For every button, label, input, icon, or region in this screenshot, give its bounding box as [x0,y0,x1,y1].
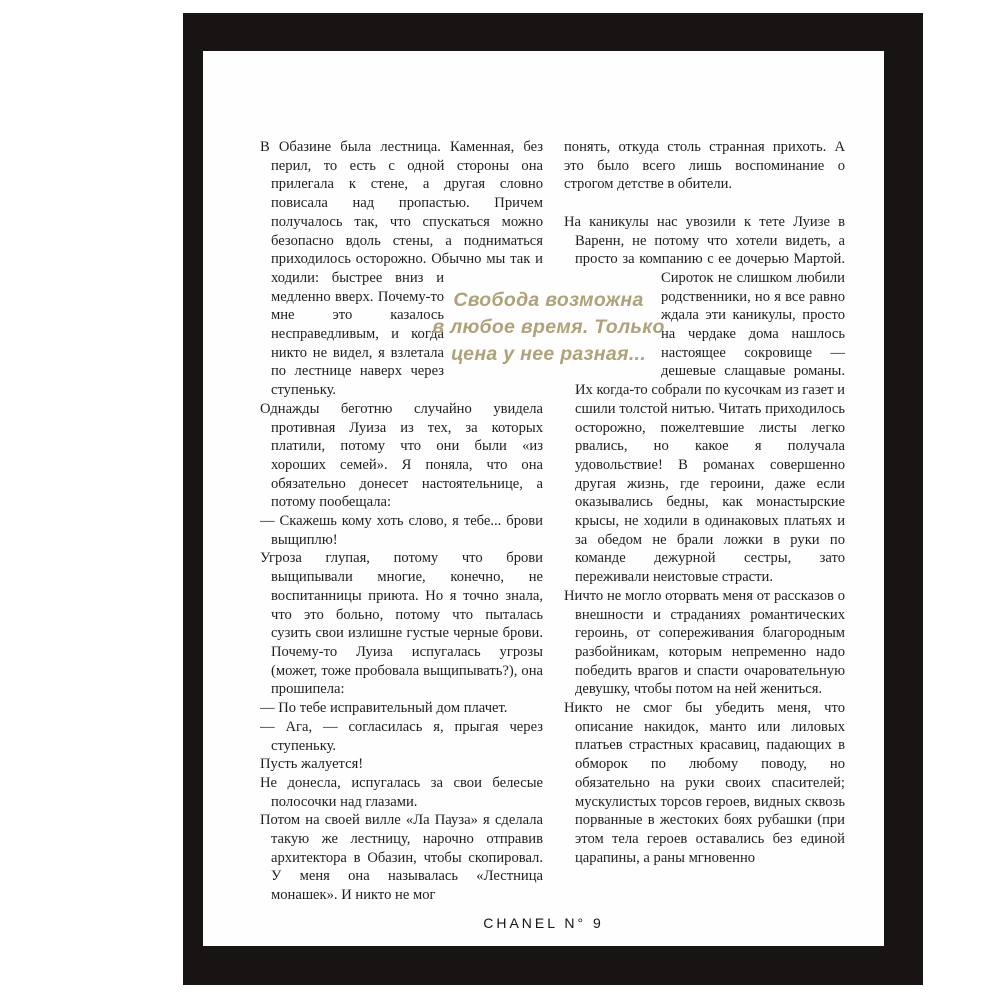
paragraph: Ничто не могло оторвать меня от рассказов о внешности и страданиях романтических героинь, от сопереживания благородным разбойникам, которым непременно надо победить врагов и спасти очаровательную девушку, чтобы потом на ней жениться. [564,587,845,698]
paragraph: В Обазине была лестница. Каменная, без перил, то есть с одной стороны она прилегала к стене, а другая словно повисала над пропастью. Причем получалось так, что спускаться можно безопасно вдоль стены, а подниматься приходилось осторожно. Обычно мы так и ходили: быстрее вниз и медленно вверх. Почему-то мне это казалось несправедливым, и когда никто не видел, я взлетала по лестнице наверх через ступеньку. [260,139,543,399]
page-footer-brand: CHANEL N° 9 [483,915,604,931]
pull-quote-line: в любое время. Только [432,316,665,338]
pull-quote [432,287,664,368]
paragraph: понять, откуда столь странная прихоть. А это было всего лишь воспоминание о строгом детстве в обители. [564,139,845,193]
paragraph: На каникулы нас увозили к тете Луизе в Варенн, не потому что хотели видеть, а просто за компанию с ее дочерью Мартой. Сироток не слишком любили родственники, но я все равно ждала эти каникулы, просто на чердаке дома нашлось настоящее сокровище — дешевые слащавые романы. Их когда-то собрали по кусочкам из газет и сшили толстой нитью. Читать приходилось осторожно, пожелтевшие листы легко рвались, но какое я получала удовольствие! В романах совершенно другая жизнь, где героини, даже если оказывались бедны, как монастырские крысы, не ходили в одинаковых платьях и за обедом не брали ложки в руки по команде дежурной сестры, зато переживали неистовые страсти. [564,213,845,586]
pull-quote-line: цена у нее разная... [451,343,646,365]
text-column-right [564,138,845,913]
paragraph: Не донесла, испугалась за свои белесые полосочки над глазами. [260,774,543,810]
text-column-left [260,138,543,913]
book-cover-frame [183,13,923,985]
book-page [203,51,884,946]
paragraph: Никто не смог бы убедить меня, что описание накидок, манто или лиловых платьев страстных красавиц, падающих в обморок по любому поводу, но обязательно на руки своих спасителей; мускулистых торсов героев, видных сквозь порванные в жестоких боях рубашки (при этом тела героев оставались без единой царапины, а раны мгновенно [564,700,845,866]
paragraph: — Ага, — согласилась я, прыгая через ступеньку. [260,718,543,754]
paragraph: Угроза глупая, потому что брови выщипывали многие, конечно, не воспитанницы приюта. Но я точно знала, что это больно, потому что пыталась сузить свои излишне густые черные брови. Почему-то Луиза испугалась угрозы (может, тоже пробовала выщипывать?), она прошипела: [260,550,543,698]
paragraph: — По тебе исправительный дом плачет. [260,700,508,717]
paragraph: Однажды беготню случайно увидела противная Луиза из тех, за которых платили, потому что они были «из хороших семей». Я поняла, что она обязательно донесет настоятельнице, а потому пообещала: [260,400,543,511]
paragraph: — Скажешь кому хоть слово, я тебе... брови выщиплю! [260,513,543,548]
pull-quote-line: Свобода возможна [453,289,644,311]
paragraph: Потом на своей вилле «Ла Пауза» я сделала такую же лестницу, нарочно отправив архитектора в Обазин, чтобы скопировал. У меня она называлась «Лестница монашек». И никто не мог [260,812,543,904]
paragraph: Пусть жалуется! [260,756,364,773]
